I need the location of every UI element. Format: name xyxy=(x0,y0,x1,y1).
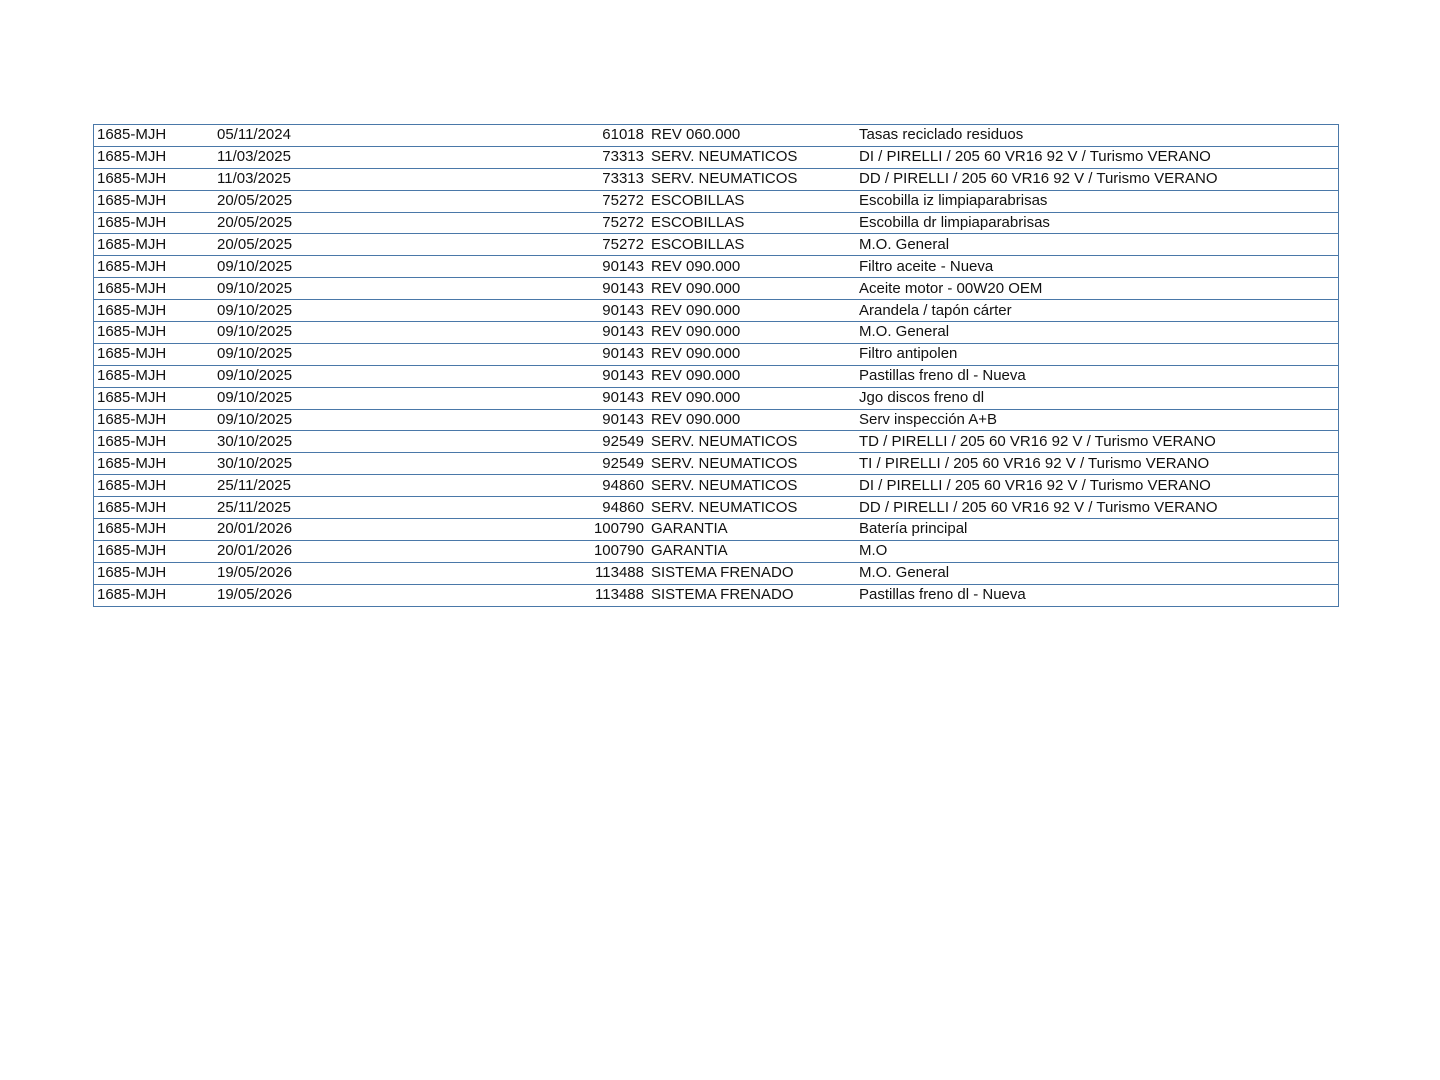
service-type-cell: SERV. NEUMATICOS xyxy=(651,431,859,453)
plate-cell: 1685-MJH xyxy=(94,584,218,606)
description-cell: Jgo discos freno dl xyxy=(859,387,1339,409)
service-type-cell: REV 090.000 xyxy=(651,278,859,300)
date-cell: 30/10/2025 xyxy=(217,431,587,453)
service-history-table xyxy=(93,124,1339,607)
service-type-cell: SISTEMA FRENADO xyxy=(651,584,859,606)
order-number-cell: 100790 xyxy=(587,519,651,541)
service-type-cell: REV 060.000 xyxy=(651,125,859,147)
plate-cell: 1685-MJH xyxy=(94,431,218,453)
order-number-cell: 90143 xyxy=(587,365,651,387)
plate-cell: 1685-MJH xyxy=(94,300,218,322)
order-number-cell: 73313 xyxy=(587,146,651,168)
table-row xyxy=(94,584,1339,606)
table-row xyxy=(94,409,1339,431)
description-cell: Serv inspección A+B xyxy=(859,409,1339,431)
date-cell: 20/05/2025 xyxy=(217,190,587,212)
service-type-cell: REV 090.000 xyxy=(651,300,859,322)
description-cell: TI / PIRELLI / 205 60 VR16 92 V / Turismo VERANO xyxy=(859,453,1339,475)
service-type-cell: REV 090.000 xyxy=(651,322,859,344)
description-cell: Aceite motor - 00W20 OEM xyxy=(859,278,1339,300)
table-row xyxy=(94,190,1339,212)
date-cell: 19/05/2026 xyxy=(217,584,587,606)
service-type-cell: REV 090.000 xyxy=(651,256,859,278)
plate-cell: 1685-MJH xyxy=(94,278,218,300)
table-row xyxy=(94,125,1339,147)
description-cell: Pastillas freno dl - Nueva xyxy=(859,584,1339,606)
order-number-cell: 75272 xyxy=(587,190,651,212)
description-cell: Batería principal xyxy=(859,519,1339,541)
order-number-cell: 100790 xyxy=(587,540,651,562)
date-cell: 09/10/2025 xyxy=(217,343,587,365)
order-number-cell: 92549 xyxy=(587,431,651,453)
order-number-cell: 75272 xyxy=(587,212,651,234)
plate-cell: 1685-MJH xyxy=(94,453,218,475)
service-type-cell: REV 090.000 xyxy=(651,387,859,409)
service-type-cell: SERV. NEUMATICOS xyxy=(651,475,859,497)
service-type-cell: ESCOBILLAS xyxy=(651,190,859,212)
plate-cell: 1685-MJH xyxy=(94,256,218,278)
table-row xyxy=(94,540,1339,562)
description-cell: M.O xyxy=(859,540,1339,562)
date-cell: 20/05/2025 xyxy=(217,234,587,256)
date-cell: 25/11/2025 xyxy=(217,475,587,497)
plate-cell: 1685-MJH xyxy=(94,475,218,497)
description-cell: Filtro antipolen xyxy=(859,343,1339,365)
plate-cell: 1685-MJH xyxy=(94,409,218,431)
plate-cell: 1685-MJH xyxy=(94,125,218,147)
table-row xyxy=(94,234,1339,256)
date-cell: 11/03/2025 xyxy=(217,146,587,168)
order-number-cell: 90143 xyxy=(587,343,651,365)
date-cell: 11/03/2025 xyxy=(217,168,587,190)
plate-cell: 1685-MJH xyxy=(94,343,218,365)
table-row xyxy=(94,497,1339,519)
table-row xyxy=(94,212,1339,234)
order-number-cell: 75272 xyxy=(587,234,651,256)
plate-cell: 1685-MJH xyxy=(94,190,218,212)
order-number-cell: 90143 xyxy=(587,409,651,431)
service-type-cell: SERV. NEUMATICOS xyxy=(651,146,859,168)
table-body xyxy=(94,125,1339,607)
order-number-cell: 90143 xyxy=(587,278,651,300)
order-number-cell: 90143 xyxy=(587,300,651,322)
date-cell: 19/05/2026 xyxy=(217,562,587,584)
order-number-cell: 94860 xyxy=(587,497,651,519)
service-type-cell: SISTEMA FRENADO xyxy=(651,562,859,584)
date-cell: 09/10/2025 xyxy=(217,322,587,344)
service-type-cell: REV 090.000 xyxy=(651,343,859,365)
order-number-cell: 113488 xyxy=(587,584,651,606)
description-cell: DI / PIRELLI / 205 60 VR16 92 V / Turismo VERANO xyxy=(859,475,1339,497)
service-type-cell: REV 090.000 xyxy=(651,409,859,431)
description-cell: Tasas reciclado residuos xyxy=(859,125,1339,147)
date-cell: 20/05/2025 xyxy=(217,212,587,234)
order-number-cell: 90143 xyxy=(587,256,651,278)
plate-cell: 1685-MJH xyxy=(94,540,218,562)
order-number-cell: 113488 xyxy=(587,562,651,584)
date-cell: 20/01/2026 xyxy=(217,540,587,562)
table-row xyxy=(94,365,1339,387)
plate-cell: 1685-MJH xyxy=(94,168,218,190)
description-cell: M.O. General xyxy=(859,234,1339,256)
description-cell: Pastillas freno dl - Nueva xyxy=(859,365,1339,387)
table-row xyxy=(94,322,1339,344)
table-row xyxy=(94,387,1339,409)
service-type-cell: SERV. NEUMATICOS xyxy=(651,168,859,190)
order-number-cell: 73313 xyxy=(587,168,651,190)
description-cell: Escobilla iz limpiaparabrisas xyxy=(859,190,1339,212)
order-number-cell: 92549 xyxy=(587,453,651,475)
service-type-cell: REV 090.000 xyxy=(651,365,859,387)
order-number-cell: 90143 xyxy=(587,387,651,409)
date-cell: 09/10/2025 xyxy=(217,365,587,387)
plate-cell: 1685-MJH xyxy=(94,562,218,584)
description-cell: M.O. General xyxy=(859,322,1339,344)
table-row xyxy=(94,519,1339,541)
description-cell: TD / PIRELLI / 205 60 VR16 92 V / Turismo VERANO xyxy=(859,431,1339,453)
description-cell: Arandela / tapón cárter xyxy=(859,300,1339,322)
table-row xyxy=(94,453,1339,475)
table-row xyxy=(94,431,1339,453)
plate-cell: 1685-MJH xyxy=(94,387,218,409)
description-cell: M.O. General xyxy=(859,562,1339,584)
order-number-cell: 94860 xyxy=(587,475,651,497)
description-cell: DI / PIRELLI / 205 60 VR16 92 V / Turismo VERANO xyxy=(859,146,1339,168)
table-row xyxy=(94,475,1339,497)
order-number-cell: 61018 xyxy=(587,125,651,147)
date-cell: 09/10/2025 xyxy=(217,256,587,278)
service-type-cell: GARANTIA xyxy=(651,540,859,562)
table-row xyxy=(94,278,1339,300)
table-row xyxy=(94,146,1339,168)
date-cell: 09/10/2025 xyxy=(217,300,587,322)
description-cell: DD / PIRELLI / 205 60 VR16 92 V / Turismo VERANO xyxy=(859,168,1339,190)
plate-cell: 1685-MJH xyxy=(94,146,218,168)
date-cell: 20/01/2026 xyxy=(217,519,587,541)
table-row xyxy=(94,562,1339,584)
date-cell: 09/10/2025 xyxy=(217,387,587,409)
plate-cell: 1685-MJH xyxy=(94,322,218,344)
description-cell: DD / PIRELLI / 205 60 VR16 92 V / Turismo VERANO xyxy=(859,497,1339,519)
table-row xyxy=(94,300,1339,322)
service-type-cell: ESCOBILLAS xyxy=(651,234,859,256)
plate-cell: 1685-MJH xyxy=(94,365,218,387)
plate-cell: 1685-MJH xyxy=(94,234,218,256)
service-type-cell: SERV. NEUMATICOS xyxy=(651,497,859,519)
plate-cell: 1685-MJH xyxy=(94,497,218,519)
service-type-cell: ESCOBILLAS xyxy=(651,212,859,234)
description-cell: Escobilla dr limpiaparabrisas xyxy=(859,212,1339,234)
table-row xyxy=(94,168,1339,190)
date-cell: 30/10/2025 xyxy=(217,453,587,475)
table-row xyxy=(94,343,1339,365)
plate-cell: 1685-MJH xyxy=(94,212,218,234)
date-cell: 25/11/2025 xyxy=(217,497,587,519)
date-cell: 09/10/2025 xyxy=(217,409,587,431)
service-type-cell: GARANTIA xyxy=(651,519,859,541)
description-cell: Filtro aceite - Nueva xyxy=(859,256,1339,278)
date-cell: 09/10/2025 xyxy=(217,278,587,300)
plate-cell: 1685-MJH xyxy=(94,519,218,541)
service-type-cell: SERV. NEUMATICOS xyxy=(651,453,859,475)
table-row xyxy=(94,256,1339,278)
order-number-cell: 90143 xyxy=(587,322,651,344)
date-cell: 05/11/2024 xyxy=(217,125,587,147)
